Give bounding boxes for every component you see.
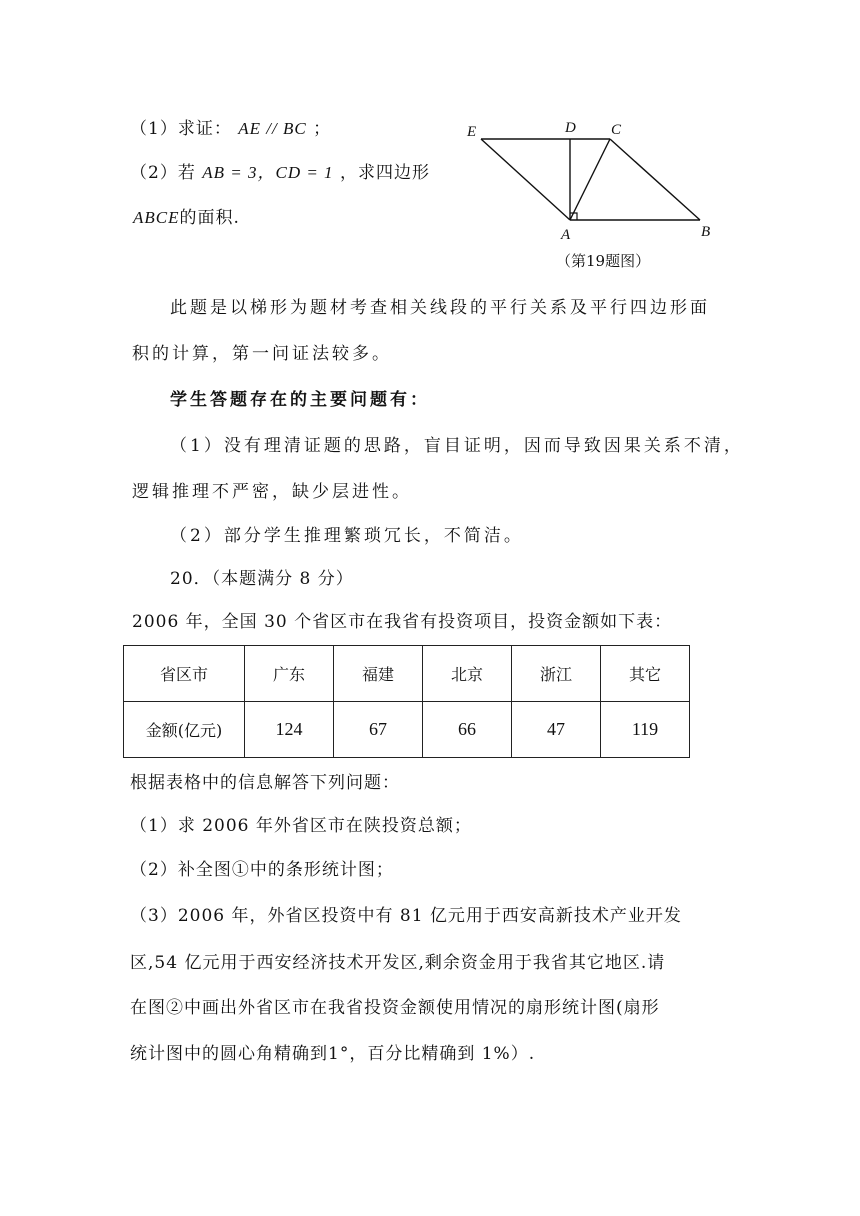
table-cell: 124: [245, 702, 334, 758]
q20-sub-3-line-4: 统计图中的圆心角精确到1°，百分比精确到 1%）.: [130, 1044, 536, 1064]
label-c: C: [611, 122, 622, 138]
table-cell: 119: [601, 702, 690, 758]
table-header-row: [124, 646, 690, 702]
label-b: B: [701, 224, 711, 240]
q20-sub-3-line-2: 区,54 亿元用于西安经济技术开发区,剩余资金用于我省其它地区.请: [130, 953, 666, 973]
q19-part2: （2）若 AB = 3，CD = 1 ，求四边形: [130, 163, 430, 183]
q20-sub-1: （1）求 2006 年外省区市在陕投资总额；: [130, 816, 472, 836]
table-cell: 北京: [423, 646, 512, 702]
label-e: E: [467, 124, 477, 140]
problems-item-2: （2）部分学生推理繁琐冗长，不简洁。: [170, 526, 524, 546]
table-cell: 47: [512, 702, 601, 758]
table-value-row: [124, 702, 690, 758]
table-cell: 金额(亿元): [124, 702, 245, 758]
analysis-line-2: 积的计算，第一问证法较多。: [132, 344, 392, 364]
q19-part1: （1）求证： AE // BC ；: [130, 119, 332, 139]
table-cell: 66: [423, 702, 512, 758]
q20-instruction: 根据表格中的信息解答下列问题：: [130, 773, 400, 793]
q20-header: 20．（本题满分 8 分）: [170, 569, 354, 589]
table-cell: 省区市: [124, 646, 245, 702]
table-cell: 67: [334, 702, 423, 758]
q20-intro: 2006 年，全国 30 个省区市在我省有投资项目，投资金额如下表：: [132, 612, 673, 632]
table-cell: 其它: [601, 646, 690, 702]
analysis-line-1: 此题是以梯形为题材考查相关线段的平行关系及平行四边形面: [170, 298, 710, 318]
problems-heading: 学生答题存在的主要问题有：: [170, 390, 430, 410]
q20-sub-2: （2）补全图①中的条形统计图；: [130, 860, 394, 880]
figure-caption: （第19题图）: [556, 252, 651, 270]
q20-sub-3-line-3: 在图②中画出外省区市在我省投资金额使用情况的扇形统计图(扇形: [130, 998, 660, 1018]
table-cell: 广东: [245, 646, 334, 702]
problems-item-1-line-2: 逻辑推理不严密，缺少层进性。: [132, 482, 412, 502]
table-cell: 浙江: [512, 646, 601, 702]
label-d: D: [565, 120, 576, 136]
table-cell: 福建: [334, 646, 423, 702]
q19-part2-cont: ABCE的面积.: [133, 208, 240, 228]
problems-item-1-line-1: （1）没有理清证题的思路，盲目证明，因而导致因果关系不清，: [170, 436, 744, 456]
q19-part1-math: AE // BC: [238, 119, 307, 138]
q19-part2-math: AB = 3，CD = 1: [202, 163, 334, 182]
q20-sub-3-line-1: （3）2006 年，外省区投资中有 81 亿元用于西安高新技术产业开发: [130, 906, 682, 926]
label-a: A: [561, 227, 571, 243]
investment-table: [123, 645, 690, 758]
